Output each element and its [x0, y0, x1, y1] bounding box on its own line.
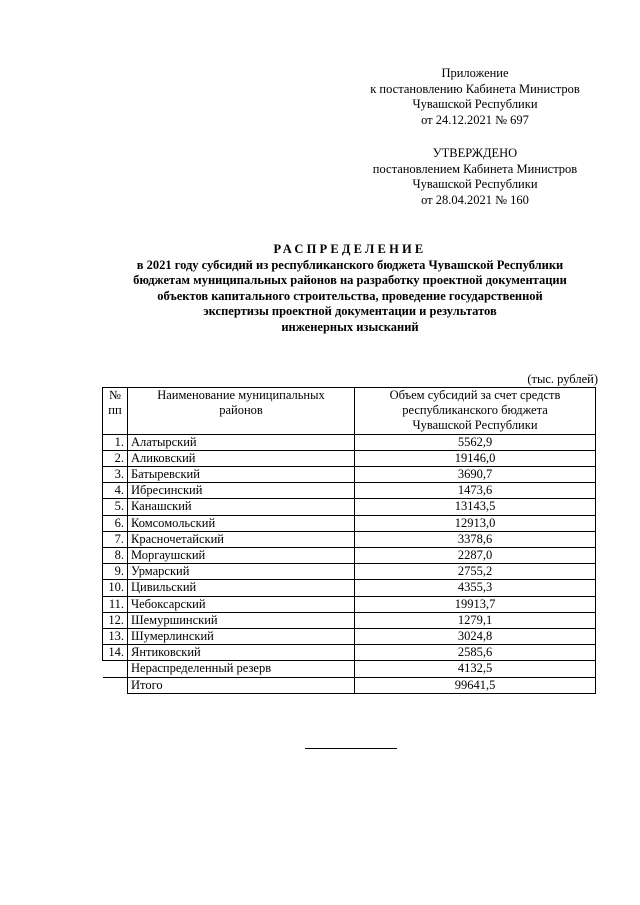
table-row [103, 467, 596, 483]
title-line: инженерных изысканий [281, 319, 419, 334]
table-row [103, 612, 596, 628]
row-district-name: Шемуршинский [128, 612, 355, 628]
document-title [90, 242, 610, 335]
table-row [103, 434, 596, 450]
row-subsidy-value: 13143,5 [355, 499, 596, 515]
row-district-name: Цивильский [128, 580, 355, 596]
table-row [103, 661, 596, 677]
row-subsidy-value: 2755,2 [355, 564, 596, 580]
table-row [103, 483, 596, 499]
row-district-name: Нераспределенный резерв [128, 661, 355, 677]
row-district-name: Красночетайский [128, 531, 355, 547]
appendix-line: Приложение [441, 66, 509, 80]
row-number: 5. [103, 499, 128, 515]
table-row [103, 580, 596, 596]
appendix-line: от 24.12.2021 № 697 [421, 112, 529, 127]
table-row [103, 596, 596, 612]
approval-line: постановлением Кабинета Министров [372, 161, 578, 176]
approval-block [350, 146, 600, 208]
row-subsidy-value: 5562,9 [355, 434, 596, 450]
table-row [103, 677, 596, 693]
title-line: бюджетам муниципальных районов на разработку проектной документации [133, 273, 567, 287]
row-number: 12. [103, 612, 128, 628]
header-num: № пп [103, 388, 128, 435]
row-district-name: Комсомольский [128, 515, 355, 531]
row-subsidy-value: 3378,6 [355, 531, 596, 547]
table-row [103, 450, 596, 466]
row-subsidy-value: 2585,6 [355, 645, 596, 661]
row-number: 2. [103, 450, 128, 466]
header-value: Объем субсидий за счет средств республиканского бюджета Чувашской Республики [355, 388, 596, 435]
table-row [103, 629, 596, 645]
row-number [103, 661, 128, 677]
row-subsidy-value: 19146,0 [355, 450, 596, 466]
table-row [103, 645, 596, 661]
row-subsidy-value: 12913,0 [355, 515, 596, 531]
appendix-block [350, 66, 600, 128]
row-district-name: Янтиковский [128, 645, 355, 661]
row-district-name: Урмарский [128, 564, 355, 580]
row-number: 6. [103, 515, 128, 531]
appendix-line: к постановлению Кабинета Министров [370, 81, 580, 96]
row-subsidy-value: 3024,8 [355, 629, 596, 645]
row-subsidy-value: 19913,7 [355, 596, 596, 612]
table-row [103, 515, 596, 531]
table-row [103, 548, 596, 564]
signature-divider [305, 748, 397, 749]
header-name: Наименование муниципальных районов [128, 388, 355, 435]
row-district-name: Моргаушский [128, 548, 355, 564]
title-line: экспертизы проектной документации и результатов [203, 304, 497, 318]
approval-line: от 28.04.2021 № 160 [421, 192, 529, 207]
row-district-name: Шумерлинский [128, 629, 355, 645]
row-number: 7. [103, 531, 128, 547]
row-subsidy-value: 2287,0 [355, 548, 596, 564]
units-label: (тыс. рублей) [527, 372, 598, 386]
row-number: 13. [103, 629, 128, 645]
row-district-name: Аликовский [128, 450, 355, 466]
row-number: 11. [103, 596, 128, 612]
row-number: 4. [103, 483, 128, 499]
title-line: объектов капитального строительства, проведение государственной [157, 288, 543, 303]
subsidy-table [102, 387, 596, 694]
row-district-name: Ибресинский [128, 483, 355, 499]
row-number: 9. [103, 564, 128, 580]
row-number: 14. [103, 645, 128, 661]
row-number [103, 677, 128, 693]
row-district-name: Итого [128, 677, 355, 693]
row-subsidy-value: 99641,5 [355, 677, 596, 693]
row-subsidy-value: 1279,1 [355, 612, 596, 628]
row-district-name: Чебоксарский [128, 596, 355, 612]
row-subsidy-value: 3690,7 [355, 467, 596, 483]
row-number: 10. [103, 580, 128, 596]
approval-line: УТВЕРЖДЕНО [432, 146, 518, 160]
table-header-row [103, 388, 596, 435]
table-row [103, 564, 596, 580]
row-district-name: Батыревский [128, 467, 355, 483]
row-number: 3. [103, 467, 128, 483]
appendix-line: Чувашской Республики [412, 97, 538, 111]
row-subsidy-value: 1473,6 [355, 483, 596, 499]
title-line: в 2021 году субсидий из республиканского бюджета Чувашской Республики [136, 257, 564, 272]
table-row [103, 531, 596, 547]
row-district-name: Канашский [128, 499, 355, 515]
row-subsidy-value: 4355,3 [355, 580, 596, 596]
approval-line: Чувашской Республики [412, 177, 538, 191]
row-number: 1. [103, 434, 128, 450]
row-subsidy-value: 4132,5 [355, 661, 596, 677]
title-heading: РАСПРЕДЕЛЕНИЕ [273, 242, 427, 256]
row-number: 8. [103, 548, 128, 564]
table-body [103, 434, 596, 693]
row-district-name: Алатырский [128, 434, 355, 450]
table-row [103, 499, 596, 515]
